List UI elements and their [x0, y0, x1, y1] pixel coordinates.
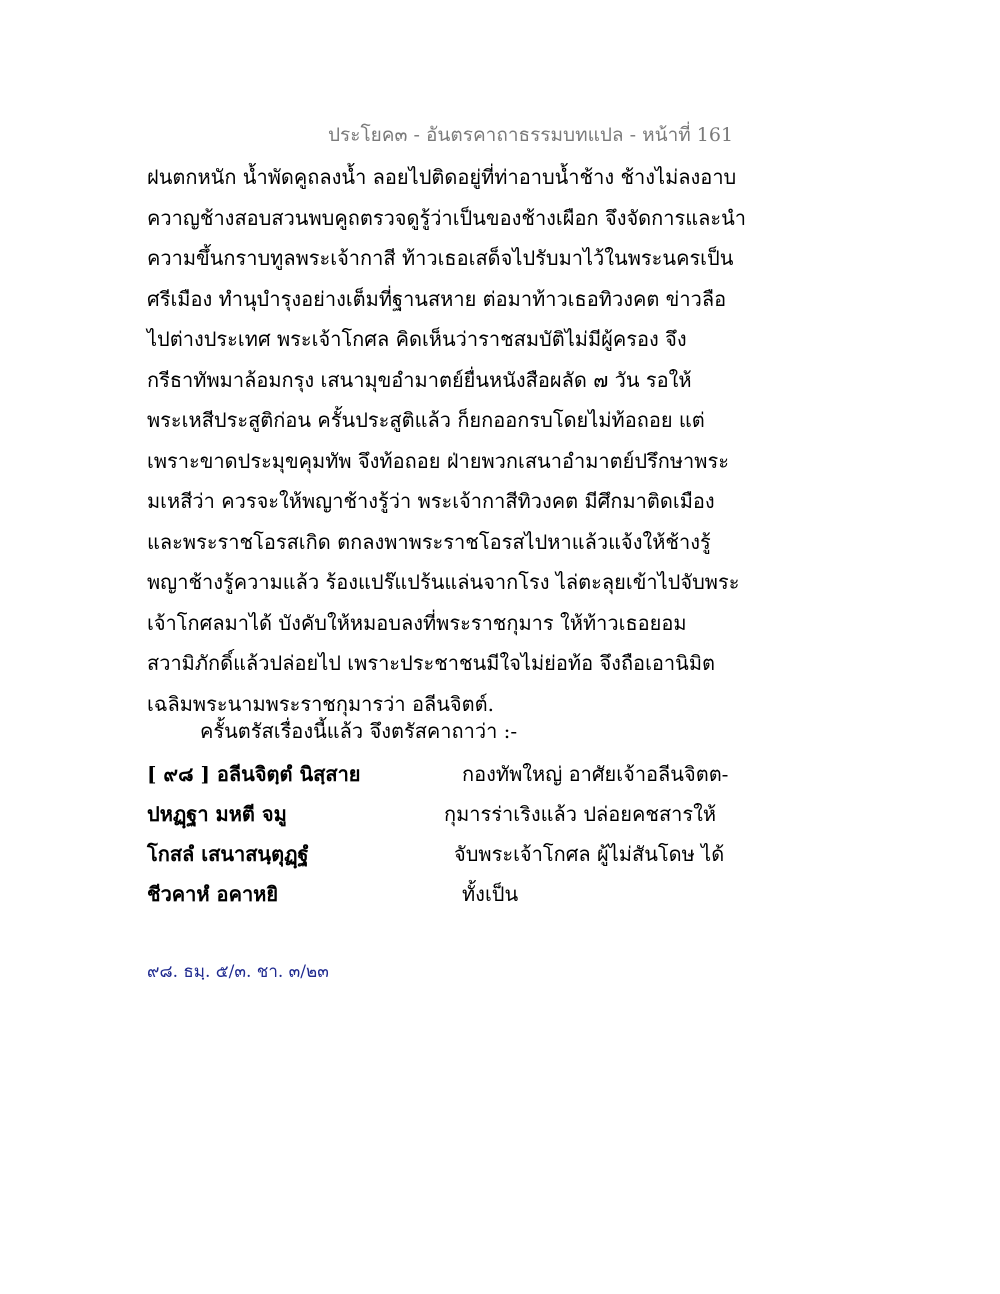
footnote-reference: ๙๘. ธมฺ. ๕/๓. ชา. ๓/๒๓ — [147, 962, 329, 982]
text-line: และพระราชโอรสเกิด ตกลงพาพระราชโอรสไปหาแล้วแจ้งให้ช้างรู้ — [147, 529, 711, 554]
text-line: กรีธาทัพมาล้อมกรุง เสนามุขอำมาตย์ยื่นหนังสือผลัด ๗ วัน รอให้ — [147, 367, 692, 392]
text-line: เฉลิมพระนามพระราชกุมารว่า อลีนจิตต์. — [147, 691, 494, 716]
text-line: เจ้าโกศลมาได้ บังคับให้หมอบลงที่พระราชกุมาร ให้ท้าวเธอยอม — [147, 610, 687, 635]
text-line: ฝนตกหนัก น้ำพัดคูถลงน้ำ ลอยไปติดอยู่ที่ท่าอาบน้ำช้าง ช้างไม่ลงอาบ — [147, 165, 737, 189]
verse-row — [0, 838, 1000, 874]
text-line: ศรีเมือง ทำนุบำรุงอย่างเต็มที่ฐานสหาย ต่อมาท้าวเธอทิวงคต ข่าวลือ — [147, 286, 727, 311]
text-line: พระเหสีประสูติก่อน ครั้นประสูติแล้ว ก็ยกออกรบโดยไม่ท้อถอย แต่ — [147, 408, 705, 432]
verse-row — [0, 878, 1000, 914]
text-line: สวามิภักดิ์แล้วปล่อยไป เพราะประชาชนมีใจไม่ย่อท้อ จึงถือเอานิมิต — [147, 651, 715, 675]
text-line: พญาช้างรู้ความแล้ว ร้องแปร๊แปร้นแล่นจากโรง ไล่ตะลุยเข้าไปจับพระ — [147, 570, 740, 594]
text-line: เพราะขาดประมุขคุมทัพ จึงท้อถอย ฝ่ายพวกเสนาอำมาตย์ปรึกษาพระ — [147, 448, 729, 473]
verse-pali: โกสลํ เสนาสนฺตุฏฺฐํ — [147, 842, 309, 866]
page-header: ประโยค๓ - อันตรคาถาธรรมบทแปล - หน้าที่ 161 — [328, 124, 734, 146]
verse-pali: ชีวคาหํ อคาหยิ — [147, 882, 279, 906]
verse-intro: ครั้นตรัสเรื่องนี้แล้ว จึงตรัสคาถาว่า :- — [200, 719, 518, 743]
verse-row — [0, 758, 1000, 794]
verse-row — [0, 798, 1000, 834]
verse-pali: ปหฏฺฐา มหตี จมู — [147, 802, 287, 826]
story-paragraph — [147, 157, 887, 724]
verse-pali: [ ๙๘ ] อลีนจิตฺตํ นิสฺสาย — [147, 762, 361, 786]
verse-translation: กุมารร่าเริงแล้ว ปล่อยคชสารให้ — [444, 802, 717, 826]
verse-translation: ทั้งเป็น — [462, 882, 519, 906]
text-line: ความขึ้นกราบทูลพระเจ้ากาสี ท้าวเธอเสด็จไปรับมาไว้ในพระนครเป็น — [147, 246, 734, 270]
verse-translation: จับพระเจ้าโกศล ผู้ไม่สันโดษ ได้ — [454, 842, 725, 866]
text-line: ควาญช้างสอบสวนพบคูถตรวจดูรู้ว่าเป็นของช้างเผือก จึงจัดการและนำ — [147, 205, 747, 230]
verse-translation: กองทัพใหญ่ อาศัยเจ้าอลีนจิตต- — [462, 762, 729, 786]
text-line: มเหสีว่า ควรจะให้พญาช้างรู้ว่า พระเจ้ากาสีทิวงคต มีศึกมาติดเมือง — [147, 489, 715, 513]
text-line: ไปต่างประเทศ พระเจ้าโกศล คิดเห็นว่าราชสมบัติไม่มีผู้ครอง จึง — [147, 327, 687, 351]
